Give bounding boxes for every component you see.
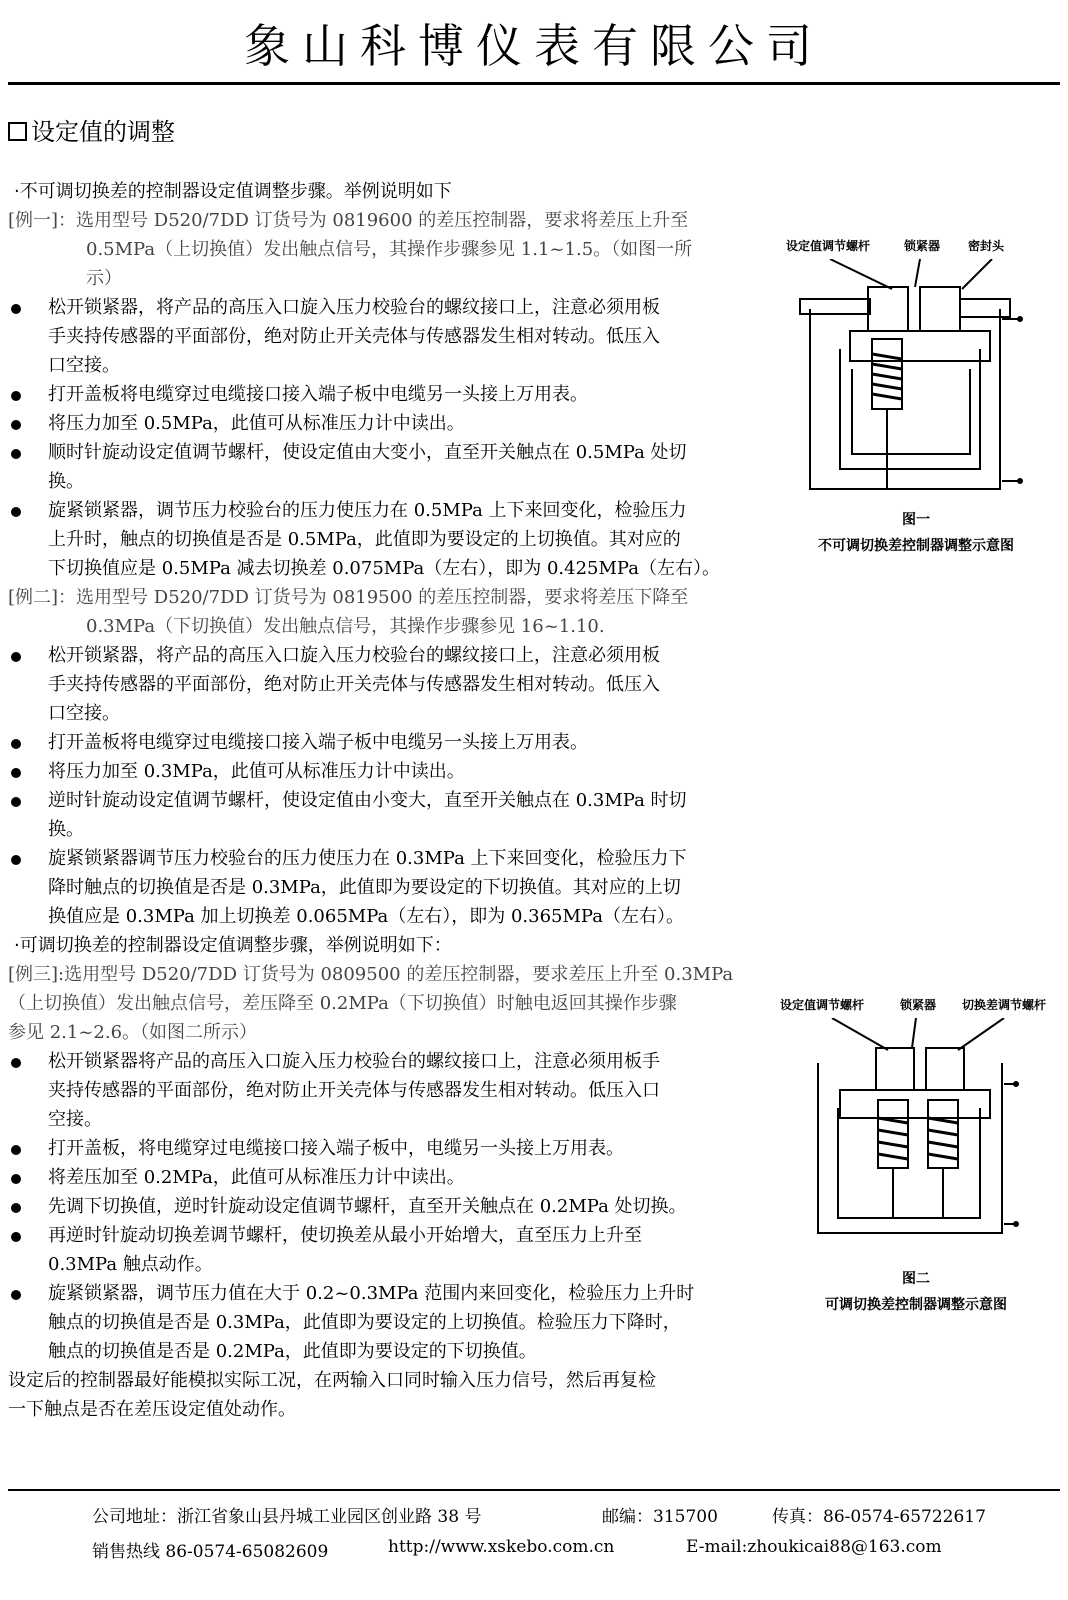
- bullet-dot-icon: [8, 757, 48, 786]
- header-divider: [8, 82, 1060, 85]
- list-item-text: 降时触点的切换值是否是 0.3MPa，此值即为要设定的下切换值。其对应的上切: [48, 877, 681, 898]
- main-content: [8, 177, 768, 1424]
- bullet-dot-icon: [8, 786, 48, 844]
- footer-email[interactable]: E-mail:zhoukicai88@163.com: [686, 1537, 942, 1557]
- list-item-text: 松开锁紧器将产品的高压入口旋入压力校验台的螺纹接口上，注意必须用板手: [48, 1051, 660, 1072]
- example-line: （上切换值）发出触点信号，差压降至 0.2MPa（下切换值）时触电返回其操作步骤: [8, 993, 677, 1014]
- section-title-text: 设定值的调整: [31, 118, 175, 146]
- example-line: [例一]：选用型号 D520/7DD 订货号为 0819600 的差压控制器，要求将差压上升至: [8, 210, 689, 231]
- heading-adjustable-differential: ·可调切换差的控制器设定值调整步骤，举例说明如下：: [14, 935, 452, 956]
- list-item-text: 触点的切换值是否是 0.3MPa，此值即为要设定的上切换值。检验压力下降时，: [48, 1312, 681, 1333]
- closing-note: 一下触点是否在差压设定值处动作。: [8, 1399, 296, 1420]
- figure-2: [780, 996, 1052, 1314]
- list-item-text: 顺时针旋动设定值调节螺杆，使设定值由大变小，直至开关触点在 0.5MPa 处切: [48, 442, 687, 463]
- bullet-dot-icon: [8, 409, 48, 438]
- bullet-dot-icon: [8, 641, 48, 728]
- list-item: [8, 1134, 768, 1163]
- figure-2-caption: 可调切换差控制器调整示意图: [825, 1297, 1007, 1313]
- list-item-text: 口空接。: [48, 703, 120, 724]
- company-name: 象山科博仪表有限公司: [244, 19, 824, 73]
- example-line: 示）: [86, 268, 122, 289]
- list-item: [8, 409, 768, 438]
- figure-1-caption: 不可调切换差控制器调整示意图: [818, 538, 1014, 554]
- closing-note: 设定后的控制器最好能模拟实际工况，在两输入口同时输入压力信号，然后再复检: [8, 1370, 656, 1391]
- list-item: [8, 757, 768, 786]
- list-item-text: 下切换值应是 0.5MPa 减去切换差 0.075MPa（左右），即为 0.425MPa（左右）。: [48, 558, 720, 579]
- footer-hotline: 销售热线 86-0574-65082609: [92, 1542, 329, 1562]
- list-item: [8, 1221, 768, 1279]
- footer-divider: [8, 1489, 1060, 1491]
- bullet-dot-icon: [8, 438, 48, 496]
- checkbox-square-icon: [8, 122, 27, 141]
- list-item-text: 触点的切换值是否是 0.2MPa，此值即为要设定的下切换值。: [48, 1341, 537, 1362]
- list-item-text: 旋紧锁紧器，调节压力值在大于 0.2~0.3MPa 范围内来回变化，检验压力上升时: [48, 1283, 695, 1304]
- footer-postcode: 邮编：315700: [602, 1507, 718, 1527]
- bullet-dot-icon: [8, 1047, 48, 1134]
- list-item: [8, 844, 768, 931]
- list-item-text: 换。: [48, 471, 84, 492]
- list-item-text: 0.3MPa 触点动作。: [48, 1254, 213, 1275]
- bullet-dot-icon: [8, 1192, 48, 1221]
- list-item-text: 再逆时针旋动切换差调节螺杆，使切换差从最小开始增大，直至压力上升至: [48, 1225, 642, 1246]
- example-3-steps: [8, 1047, 768, 1366]
- list-item: [8, 1163, 768, 1192]
- list-item-text: 松开锁紧器，将产品的高压入口旋入压力校验台的螺纹接口上，注意必须用板: [48, 645, 660, 666]
- figure-1-drawing: [780, 259, 1052, 495]
- bullet-dot-icon: [8, 496, 48, 583]
- bullet-dot-icon: [8, 1221, 48, 1279]
- list-item-text: 将压力加至 0.5MPa，此值可从标准压力计中读出。: [48, 413, 465, 434]
- list-item: [8, 1047, 768, 1134]
- example-line: 0.5MPa（上切换值）发出触点信号，其操作步骤参见 1.1~1.5。（如图一所: [86, 239, 693, 260]
- list-item-text: 将差压加至 0.2MPa，此值可从标准压力计中读出。: [48, 1167, 465, 1188]
- example-3: [8, 960, 768, 1047]
- bullet-dot-icon: [8, 293, 48, 380]
- list-item-text: 手夹持传感器的平面部份，绝对防止开关壳体与传感器发生相对转动。低压入: [48, 326, 660, 347]
- figure-2-label-differential-screw: 切换差调节螺杆: [962, 998, 1047, 1012]
- list-item-text: 换。: [48, 819, 84, 840]
- list-item-text: 打开盖板将电缆穿过电缆接口接入端子板中电缆另一头接上万用表。: [48, 384, 588, 405]
- bullet-dot-icon: [8, 380, 48, 409]
- figure-1-title: 图一: [902, 512, 930, 528]
- example-2-steps: [8, 641, 768, 931]
- list-item-text: 打开盖板，将电缆穿过电缆接口接入端子板中，电缆另一头接上万用表。: [48, 1138, 624, 1159]
- list-item: [8, 641, 768, 728]
- list-item-text: 先调下切换值，逆时针旋动设定值调节螺杆，直至开关触点在 0.2MPa 处切换。: [48, 1196, 687, 1217]
- section-title: [8, 112, 175, 147]
- list-item-text: 打开盖板将电缆穿过电缆接口接入端子板中电缆另一头接上万用表。: [48, 732, 588, 753]
- bullet-dot-icon: [8, 1163, 48, 1192]
- example-line: 0.3MPa（下切换值）发出触点信号，其操作步骤参见 16~1.10.: [86, 616, 605, 637]
- example-1-steps: [8, 293, 768, 583]
- list-item-text: 将压力加至 0.3MPa，此值可从标准压力计中读出。: [48, 761, 465, 782]
- figure-1-label-seal-head: 密封头: [968, 239, 1005, 253]
- list-item: [8, 786, 768, 844]
- footer-address: 公司地址：浙江省象山县丹城工业园区创业路 38 号: [92, 1507, 482, 1527]
- list-item-text: 旋紧锁紧器调节压力校验台的压力使压力在 0.3MPa 上下来回变化，检验压力下: [48, 848, 687, 869]
- example-line: [例三]:选用型号 D520/7DD 订货号为 0809500 的差压控制器，要求差压上升至 0.3MPa: [8, 964, 734, 985]
- list-item: [8, 728, 768, 757]
- figure-2-drawing: [780, 1018, 1052, 1254]
- list-item-text: 口空接。: [48, 355, 120, 376]
- list-item-text: 旋紧锁紧器，调节压力校验台的压力使压力在 0.5MPa 上下来回变化，检验压力: [48, 500, 687, 521]
- figure-1-label-setpoint-screw: 设定值调节螺杆: [786, 239, 871, 253]
- figure-2-label-lock: 锁紧器: [900, 998, 937, 1012]
- example-1: [8, 206, 768, 293]
- bullet-dot-icon: [8, 1279, 48, 1366]
- bullet-dot-icon: [8, 844, 48, 931]
- example-2: [8, 583, 768, 641]
- heading-fixed-differential: ·不可调切换差的控制器设定值调整步骤。举例说明如下: [14, 181, 452, 202]
- bullet-dot-icon: [8, 1134, 48, 1163]
- figure-1: [780, 237, 1052, 555]
- list-item-text: 换值应是 0.3MPa 加上切换差 0.065MPa（左右），即为 0.365MPa（左右）。: [48, 906, 684, 927]
- list-item: [8, 1192, 768, 1221]
- figure-1-label-lock: 锁紧器: [904, 239, 941, 253]
- list-item-text: 上升时，触点的切换值是否是 0.5MPa，此值即为要设定的上切换值。其对应的: [48, 529, 681, 550]
- figure-2-label-setpoint-screw: 设定值调节螺杆: [780, 998, 865, 1012]
- list-item-text: 逆时针旋动设定值调节螺杆，使设定值由小变大，直至开关触点在 0.3MPa 时切: [48, 790, 687, 811]
- list-item-text: 手夹持传感器的平面部份，绝对防止开关壳体与传感器发生相对转动。低压入: [48, 674, 660, 695]
- list-item-text: 松开锁紧器，将产品的高压入口旋入压力校验台的螺纹接口上，注意必须用板: [48, 297, 660, 318]
- list-item: [8, 293, 768, 380]
- example-line: 参见 2.1~2.6。（如图二所示）: [8, 1022, 258, 1043]
- list-item: [8, 438, 768, 496]
- figure-2-title: 图二: [902, 1271, 930, 1287]
- footer-website[interactable]: http://www.xskebo.com.cn: [388, 1537, 615, 1557]
- bullet-dot-icon: [8, 728, 48, 757]
- list-item: [8, 496, 768, 583]
- footer-fax: 传真：86-0574-65722617: [772, 1507, 986, 1527]
- list-item: [8, 1279, 768, 1366]
- example-line: [例二]：选用型号 D520/7DD 订货号为 0819500 的差压控制器，要求将差压下降至: [8, 587, 689, 608]
- list-item-text: 夹持传感器的平面部份，绝对防止开关壳体与传感器发生相对转动。低压入口: [48, 1080, 660, 1101]
- list-item: [8, 380, 768, 409]
- list-item-text: 空接。: [48, 1109, 102, 1130]
